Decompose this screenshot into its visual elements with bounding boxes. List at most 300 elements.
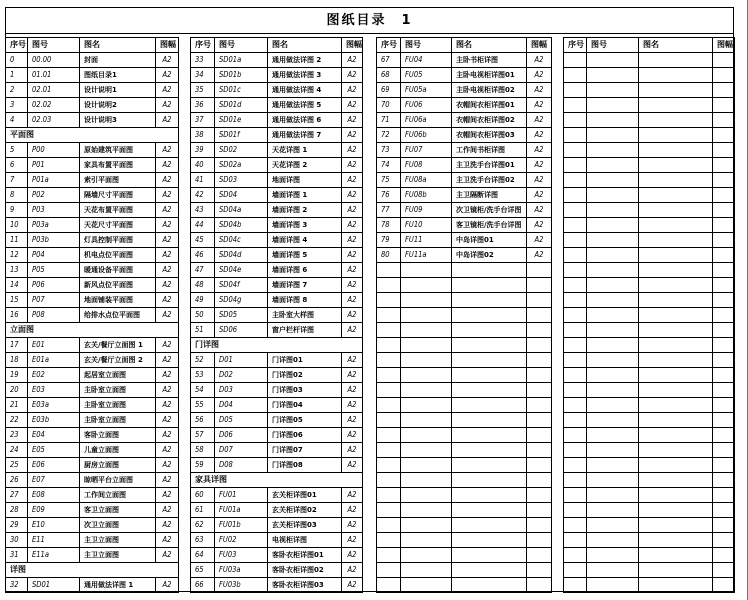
empty-cell <box>713 473 735 488</box>
table-row <box>191 443 363 458</box>
empty-cell <box>587 488 639 503</box>
empty-cell <box>564 368 587 383</box>
sheet-number: 71 <box>377 113 401 128</box>
empty-cell <box>564 518 587 533</box>
empty-cell <box>564 503 587 518</box>
empty-cell <box>452 458 527 473</box>
sheet-size: A2 <box>342 488 363 503</box>
empty-cell <box>713 278 735 293</box>
empty-row <box>564 398 735 413</box>
sheet-number: 42 <box>191 188 215 203</box>
sheet-size: A2 <box>342 53 363 68</box>
table-row <box>191 533 363 548</box>
empty-cell <box>527 278 552 293</box>
drawing-code: SD04d <box>215 248 268 263</box>
empty-cell <box>587 278 639 293</box>
drawing-code: E01a <box>28 353 80 368</box>
empty-cell <box>377 578 401 593</box>
empty-cell <box>587 83 639 98</box>
drawing-name: 主卧电视柜详图02 <box>452 83 527 98</box>
empty-cell <box>713 338 735 353</box>
sheet-number: 35 <box>191 83 215 98</box>
empty-cell <box>587 203 639 218</box>
table-row <box>6 83 179 98</box>
sheet-number: 38 <box>191 128 215 143</box>
empty-cell <box>401 263 452 278</box>
sheet-number: 72 <box>377 128 401 143</box>
drawing-name: 灯具控制平面图 <box>80 233 156 248</box>
empty-cell <box>564 248 587 263</box>
drawing-name: 玄关/餐厅立面图 1 <box>80 338 156 353</box>
empty-cell <box>639 398 713 413</box>
empty-cell <box>527 413 552 428</box>
empty-row <box>377 563 552 578</box>
drawing-code: SD01f <box>215 128 268 143</box>
table-row <box>6 173 179 188</box>
empty-row <box>377 533 552 548</box>
empty-cell <box>713 428 735 443</box>
sheet-size: A2 <box>156 203 179 218</box>
sheet-size: A2 <box>156 98 179 113</box>
empty-cell <box>639 578 713 593</box>
sheet-size: A2 <box>156 503 179 518</box>
empty-row <box>564 143 735 158</box>
drawing-name: 客卧衣柜详图01 <box>268 548 342 563</box>
empty-cell <box>587 263 639 278</box>
table-row <box>6 203 179 218</box>
empty-cell <box>639 173 713 188</box>
sheet-number: 2 <box>6 83 28 98</box>
drawing-name: 设计说明1 <box>80 83 156 98</box>
empty-cell <box>377 443 401 458</box>
drawing-name: 中岛详图01 <box>452 233 527 248</box>
sheet-size: A2 <box>527 173 552 188</box>
empty-cell <box>639 143 713 158</box>
sheet-size: A2 <box>342 278 363 293</box>
empty-cell <box>639 428 713 443</box>
empty-row <box>377 548 552 563</box>
empty-cell <box>713 218 735 233</box>
empty-cell <box>564 428 587 443</box>
empty-cell <box>639 503 713 518</box>
empty-cell <box>587 353 639 368</box>
sheet-size: A2 <box>156 458 179 473</box>
drawing-code: P03a <box>28 218 80 233</box>
table-row <box>191 233 363 248</box>
sheet-number: 62 <box>191 518 215 533</box>
empty-cell <box>377 263 401 278</box>
drawing-name: 通用做法详图 2 <box>268 53 342 68</box>
table-row <box>191 428 363 443</box>
sheet-number: 56 <box>191 413 215 428</box>
sheet-size: A2 <box>156 488 179 503</box>
empty-cell <box>587 53 639 68</box>
empty-cell <box>713 158 735 173</box>
empty-cell <box>639 563 713 578</box>
sheet-size: A2 <box>342 248 363 263</box>
empty-cell <box>639 383 713 398</box>
empty-row <box>377 308 552 323</box>
header-code: 图号 <box>587 38 639 53</box>
table-row <box>191 248 363 263</box>
header-no: 序号 <box>377 38 401 53</box>
sheet-number: 60 <box>191 488 215 503</box>
empty-cell <box>377 293 401 308</box>
section-header-row <box>191 338 363 353</box>
sheet-size: A2 <box>156 518 179 533</box>
sheet-number: 22 <box>6 413 28 428</box>
drawing-name: 地面铺装平面图 <box>80 293 156 308</box>
section-header-row <box>6 323 179 338</box>
drawing-code: FU01a <box>215 503 268 518</box>
table-row <box>6 53 179 68</box>
index-table-4 <box>563 37 735 593</box>
empty-row <box>564 473 735 488</box>
table-row <box>6 263 179 278</box>
drawing-name: 玄关柜详图02 <box>268 503 342 518</box>
empty-cell <box>713 443 735 458</box>
empty-cell <box>564 443 587 458</box>
sheet-size: A2 <box>342 503 363 518</box>
empty-cell <box>564 383 587 398</box>
index-table-2 <box>190 37 363 593</box>
empty-cell <box>639 53 713 68</box>
empty-cell <box>639 353 713 368</box>
drawing-code: SD04f <box>215 278 268 293</box>
empty-cell <box>452 548 527 563</box>
table-row <box>377 218 552 233</box>
table-row <box>377 128 552 143</box>
sheet-number: 54 <box>191 383 215 398</box>
empty-row <box>564 368 735 383</box>
drawing-name: 门详图06 <box>268 428 342 443</box>
empty-cell <box>713 53 735 68</box>
drawing-name: 图纸目录1 <box>80 68 156 83</box>
sheet-size: A2 <box>527 68 552 83</box>
sheet-size: A2 <box>156 578 179 593</box>
drawing-code: 02.02 <box>28 98 80 113</box>
empty-cell <box>587 533 639 548</box>
table-row <box>6 278 179 293</box>
drawing-code: FU07 <box>401 143 452 158</box>
drawing-code: SD06 <box>215 323 268 338</box>
empty-cell <box>587 563 639 578</box>
empty-row <box>564 323 735 338</box>
drawing-name: 通用做法详图 7 <box>268 128 342 143</box>
empty-cell <box>527 533 552 548</box>
empty-cell <box>639 68 713 83</box>
table-row <box>6 308 179 323</box>
empty-cell <box>527 563 552 578</box>
sheet-size: A2 <box>156 428 179 443</box>
empty-row <box>377 518 552 533</box>
table-row <box>191 308 363 323</box>
empty-cell <box>401 548 452 563</box>
table-row <box>377 143 552 158</box>
empty-cell <box>452 353 527 368</box>
sheet-number: 45 <box>191 233 215 248</box>
empty-cell <box>377 548 401 563</box>
table-row <box>191 353 363 368</box>
drawing-name: 玄关/餐厅立面图 2 <box>80 353 156 368</box>
sheet-size: A2 <box>527 203 552 218</box>
header-code: 图号 <box>215 38 268 53</box>
empty-cell <box>713 188 735 203</box>
empty-cell <box>564 188 587 203</box>
empty-cell <box>564 548 587 563</box>
drawing-name: 新风点位平面图 <box>80 278 156 293</box>
drawing-name: 主卧电视柜详图01 <box>452 68 527 83</box>
sheet-size: A2 <box>527 53 552 68</box>
empty-cell <box>401 488 452 503</box>
drawing-name: 客卫镜柜/洗手台详图 <box>452 218 527 233</box>
drawing-name: 客卫立面图 <box>80 503 156 518</box>
empty-cell <box>377 308 401 323</box>
sheet-size: A2 <box>156 368 179 383</box>
empty-row <box>564 488 735 503</box>
empty-cell <box>564 143 587 158</box>
empty-cell <box>587 218 639 233</box>
empty-cell <box>713 398 735 413</box>
sheet-number: 64 <box>191 548 215 563</box>
sheet-size: A2 <box>342 428 363 443</box>
empty-row <box>564 203 735 218</box>
empty-cell <box>713 413 735 428</box>
drawing-name: 通用做法详图 3 <box>268 68 342 83</box>
empty-row <box>377 338 552 353</box>
empty-cell <box>713 488 735 503</box>
drawing-name: 墙面详图 6 <box>268 263 342 278</box>
drawing-code: 02.01 <box>28 83 80 98</box>
table-row <box>6 143 179 158</box>
table-row <box>191 368 363 383</box>
empty-row <box>377 503 552 518</box>
sheet-size: A2 <box>342 368 363 383</box>
drawing-code: SD04g <box>215 293 268 308</box>
table-row <box>191 563 363 578</box>
sheet-size: A2 <box>342 173 363 188</box>
sheet-number: 73 <box>377 143 401 158</box>
sheet-number: 19 <box>6 368 28 383</box>
sheet-number: 63 <box>191 533 215 548</box>
empty-row <box>564 563 735 578</box>
drawing-name: 电视柜详图 <box>268 533 342 548</box>
sheet-size: A2 <box>156 353 179 368</box>
sheet-number: 28 <box>6 503 28 518</box>
drawing-name: 主卧书柜详图 <box>452 53 527 68</box>
empty-cell <box>401 338 452 353</box>
drawing-name: 墙面详图 2 <box>268 203 342 218</box>
drawing-name: 客卧衣柜详图02 <box>268 563 342 578</box>
sheet-size: A2 <box>156 68 179 83</box>
drawing-name: 给排水点位平面图 <box>80 308 156 323</box>
empty-cell <box>713 233 735 248</box>
sheet-number: 10 <box>6 218 28 233</box>
empty-cell <box>713 503 735 518</box>
empty-row <box>564 428 735 443</box>
section-header-row <box>191 473 363 488</box>
empty-cell <box>639 248 713 263</box>
drawing-code: SD04c <box>215 233 268 248</box>
table-row <box>191 278 363 293</box>
empty-cell <box>564 128 587 143</box>
table-row <box>191 398 363 413</box>
table-row <box>191 203 363 218</box>
empty-row <box>377 383 552 398</box>
empty-cell <box>713 98 735 113</box>
drawing-name: 门详图02 <box>268 368 342 383</box>
drawing-code: D01 <box>215 353 268 368</box>
empty-cell <box>639 443 713 458</box>
empty-cell <box>401 503 452 518</box>
sheet-size: A2 <box>342 383 363 398</box>
empty-cell <box>587 413 639 428</box>
sheet-size: A2 <box>342 443 363 458</box>
table-row <box>6 533 179 548</box>
sheet-size: A2 <box>156 53 179 68</box>
sheet-number: 9 <box>6 203 28 218</box>
empty-cell <box>564 353 587 368</box>
table-row <box>377 233 552 248</box>
drawing-code: P07 <box>28 293 80 308</box>
empty-cell <box>639 98 713 113</box>
empty-cell <box>713 458 735 473</box>
empty-row <box>564 503 735 518</box>
drawing-name: 次卫立面图 <box>80 518 156 533</box>
sheet-number: 43 <box>191 203 215 218</box>
sheet-size: A2 <box>342 218 363 233</box>
sheet-size: A2 <box>156 278 179 293</box>
table-row <box>191 323 363 338</box>
table-row <box>377 173 552 188</box>
drawing-code: E07 <box>28 473 80 488</box>
table-header-row <box>377 38 552 53</box>
sheet-size: A2 <box>342 413 363 428</box>
drawing-code: SD04a <box>215 203 268 218</box>
empty-row <box>564 113 735 128</box>
empty-cell <box>639 113 713 128</box>
drawing-code: E05 <box>28 443 80 458</box>
empty-cell <box>639 263 713 278</box>
table-row <box>377 113 552 128</box>
empty-cell <box>527 338 552 353</box>
drawing-code: FU02 <box>215 533 268 548</box>
table-row <box>6 353 179 368</box>
table-row <box>6 113 179 128</box>
sheet-size: A2 <box>156 548 179 563</box>
drawing-code: P04 <box>28 248 80 263</box>
sheet-size: A2 <box>527 113 552 128</box>
sheet-size: A2 <box>527 128 552 143</box>
sheet-size: A2 <box>342 68 363 83</box>
sheet-number: 21 <box>6 398 28 413</box>
empty-cell <box>564 83 587 98</box>
empty-row <box>564 413 735 428</box>
drawing-code: 01.01 <box>28 68 80 83</box>
empty-row <box>377 353 552 368</box>
drawing-code: E08 <box>28 488 80 503</box>
empty-cell <box>452 323 527 338</box>
empty-cell <box>587 548 639 563</box>
sheet-number: 20 <box>6 383 28 398</box>
sheet-number: 57 <box>191 428 215 443</box>
empty-cell <box>527 263 552 278</box>
index-table-3 <box>376 37 552 593</box>
table-row <box>6 473 179 488</box>
empty-cell <box>564 278 587 293</box>
sheet-number: 40 <box>191 158 215 173</box>
sheet-number: 27 <box>6 488 28 503</box>
table-row <box>191 98 363 113</box>
header-name: 图名 <box>268 38 342 53</box>
drawing-name: 衣帽间衣柜详图02 <box>452 113 527 128</box>
sheet-size: A2 <box>156 383 179 398</box>
empty-cell <box>639 83 713 98</box>
empty-cell <box>452 338 527 353</box>
drawing-code: SD01d <box>215 98 268 113</box>
sheet-size: A2 <box>527 98 552 113</box>
empty-cell <box>639 293 713 308</box>
sheet-size: A2 <box>156 113 179 128</box>
empty-row <box>564 338 735 353</box>
header-size: 图幅 <box>156 38 179 53</box>
table-row <box>191 548 363 563</box>
empty-row <box>377 578 552 593</box>
drawing-name: 主卧室大样图 <box>268 308 342 323</box>
header-size: 图幅 <box>342 38 363 53</box>
drawing-code: FU01 <box>215 488 268 503</box>
table-row <box>191 68 363 83</box>
drawing-code: P03 <box>28 203 80 218</box>
empty-cell <box>564 263 587 278</box>
empty-cell <box>401 458 452 473</box>
sheet-number: 11 <box>6 233 28 248</box>
empty-row <box>564 128 735 143</box>
empty-cell <box>401 473 452 488</box>
sheet-number: 7 <box>6 173 28 188</box>
table-row <box>191 53 363 68</box>
drawing-name: 天花详图 2 <box>268 158 342 173</box>
sheet-number: 29 <box>6 518 28 533</box>
drawing-name: 主卫立面图 <box>80 548 156 563</box>
empty-cell <box>564 308 587 323</box>
sheet-size: A2 <box>156 188 179 203</box>
empty-row <box>564 443 735 458</box>
empty-cell <box>564 398 587 413</box>
empty-cell <box>401 563 452 578</box>
drawing-code: SD03 <box>215 173 268 188</box>
drawing-name: 玄关柜详图01 <box>268 488 342 503</box>
header-name: 图名 <box>452 38 527 53</box>
empty-cell <box>377 278 401 293</box>
drawing-name: 玄关柜详图03 <box>268 518 342 533</box>
sheet-number: 68 <box>377 68 401 83</box>
empty-cell <box>639 188 713 203</box>
sheet-size: A2 <box>342 293 363 308</box>
empty-row <box>564 308 735 323</box>
header-no: 序号 <box>6 38 28 53</box>
drawing-name: 门详图05 <box>268 413 342 428</box>
empty-cell <box>527 323 552 338</box>
drawing-name: 设计说明3 <box>80 113 156 128</box>
drawing-code: SD01b <box>215 68 268 83</box>
table-row <box>191 488 363 503</box>
empty-row <box>564 383 735 398</box>
table-row <box>191 128 363 143</box>
empty-cell <box>587 113 639 128</box>
table-row <box>6 68 179 83</box>
section-title: 平面图 <box>6 128 179 143</box>
